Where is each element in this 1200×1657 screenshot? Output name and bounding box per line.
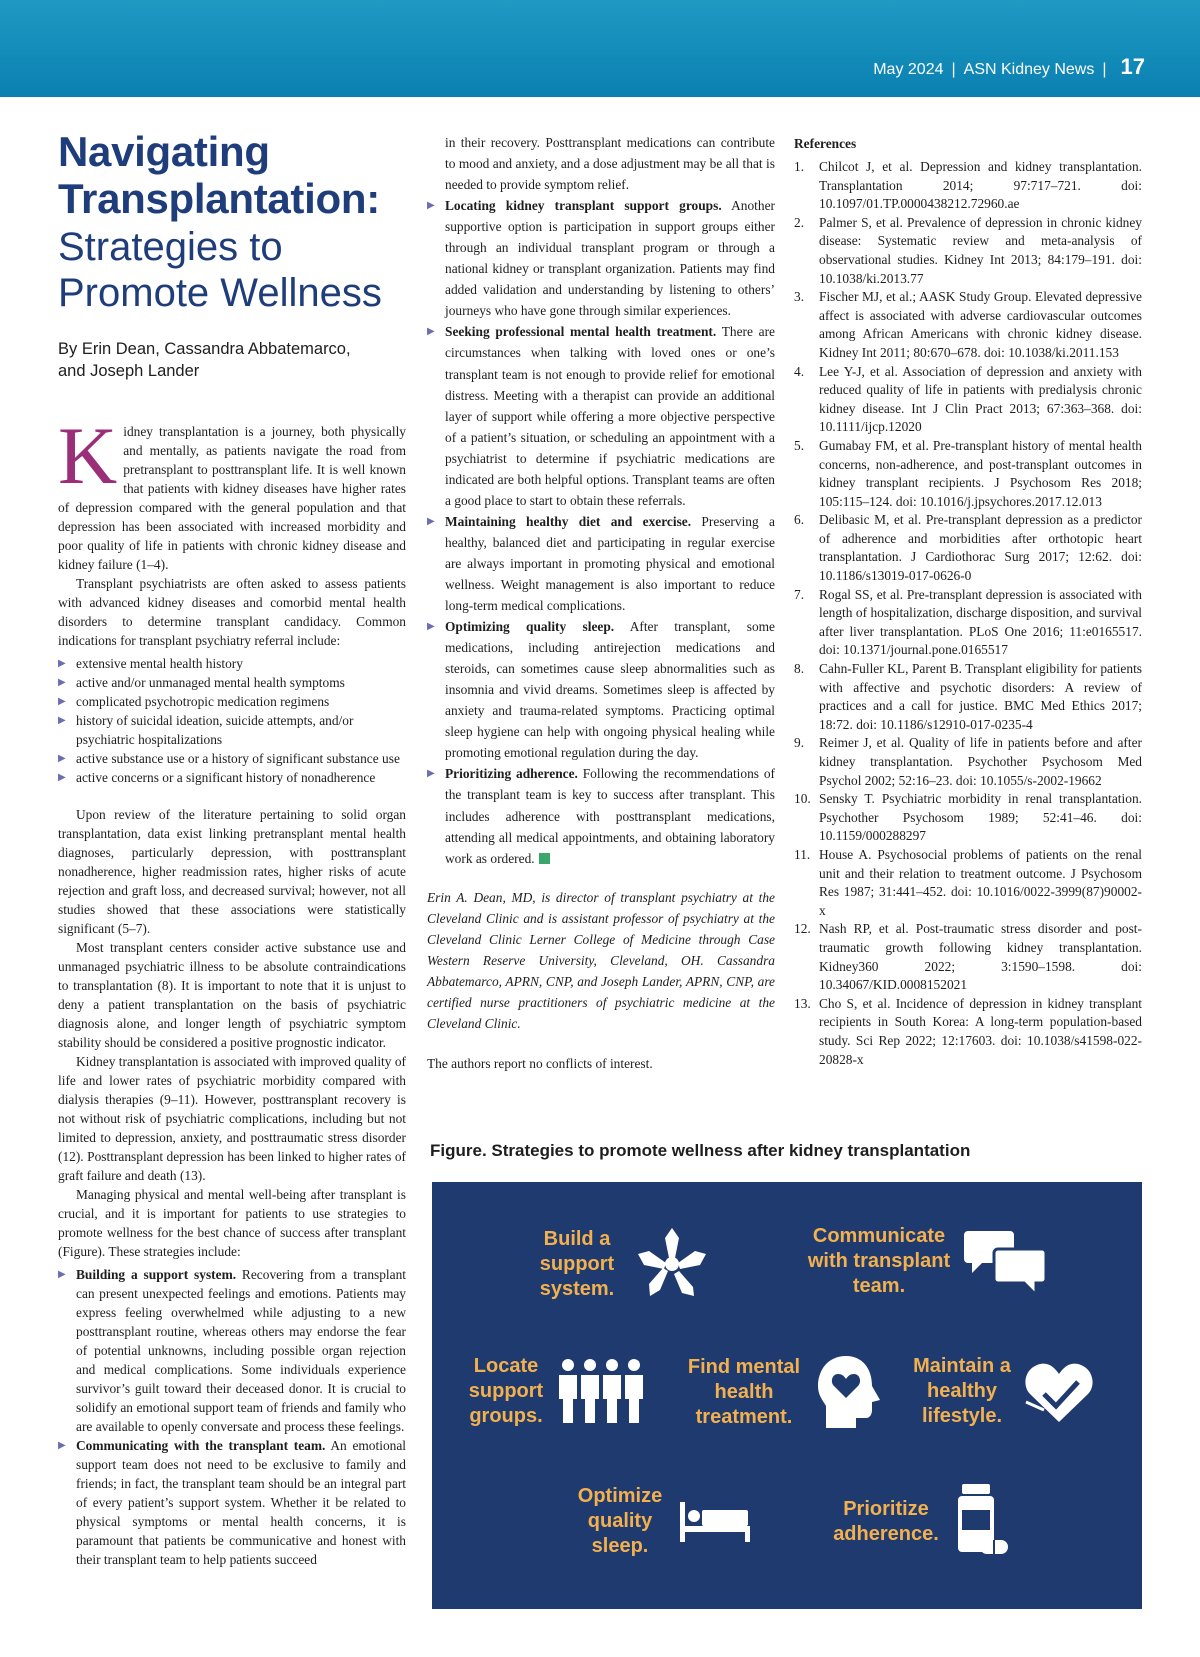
strategy-item: ▶ Optimizing quality sleep. After transplant, some medications, including antirejection medications and steroids, can sometimes cause sleep abnormalities such as insomnia and vivid dreams. Sometimes sleep is affected by anxiety and trauma-related symptoms. Practicing optimal sleep hygiene can help with ongoing physical healing while promoting emotional regulation during the day. (427, 616, 775, 763)
figure-item-communicate: Communicate with transplant team. (804, 1224, 1050, 1299)
references-heading: References (794, 136, 857, 151)
reference-item: 13. Cho S, et al. Incidence of depression in kidney transplant recipients in South Korea: A long-term population-based study. Sci Rep 2022; 12:17603. doi: 10.1038/s41598-022-20828-x (794, 995, 1142, 1067)
references-column (794, 136, 1142, 1069)
strategy-list (58, 1265, 406, 1569)
issue-date: May 2024 (873, 61, 944, 78)
byline: By Erin Dean, Cassandra Abbatemarco, and Joseph Lander (58, 340, 351, 380)
header-bar (0, 0, 1200, 97)
figure-item-adherence: Prioritize adherence. (828, 1484, 1010, 1560)
strategy-item: ▶ Seeking professional mental health treatment. There are circumstances when talking with loved ones or one’s transplant team is not enough to provide relief for emotional distress. Meeting with a therapist can provide an additional layer of support while offering a more objective perspective of a patient’s situation, or scheduling an appointment with a psychiatrist to determine if psychiatric medications are indicated are both helpful options. Transplant teams are often a good place to start to obtain these referrals. (427, 321, 775, 510)
reference-item: 12. Nash RP, et al. Post-traumatic stress disorder and post-traumatic growth following kidney transplantation. Kidney360 2022; 3:1590–1598. doi: 10.34067/KID.0008152021 (794, 921, 1142, 993)
wellness-figure (432, 1182, 1142, 1609)
strategy-item: ▶ Locating kidney transplant support groups. Another supportive option is participation in support groups either through an individual transplant program or through a national kidney or transplant organization. Patients may find added validation and understanding by listening to others’ journeys who have gone through similar experiences. (427, 195, 775, 321)
reference-item: 11. House A. Psychosocial problems of patients on the renal unit and their relation to treatment outcome. J Psychosom Res 1987; 31:441–452. doi: 10.1016/0022-3999(87)90002-x (794, 846, 1142, 918)
reference-item: 3. Fischer MJ, et al.; AASK Study Group. Elevated depressive affect is associated with adverse cardiovascular outcomes among African Americans with chronic kidney disease. Kidney Int 2011; 80:670–678. doi: 10.1038/ki.2011.153 (794, 289, 1142, 360)
strategy-item: ▶ Maintaining healthy diet and exercise. Preserving a healthy, balanced diet and participating in regular exercise are always important in promoting physical and emotional wellness. Weight management is also important to reduce long-term medical complications. (427, 511, 775, 616)
column-1 (58, 128, 406, 1575)
referral-list (58, 654, 406, 787)
paragraph: Upon review of the literature pertaining to solid organ transplantation, data exist linking pretransplant mental health diagnoses, particularly depression, with posttransplant nonadherence, higher readmission rates, higher risks of acute rejection and graft loss, and decreased survival; however, not all studies showed that these associations were statistically significant (5–7). (58, 807, 406, 936)
paragraph: Managing physical and mental well-being after transplant is crucial, and it is important for patients to use strategies to promote wellness for the best chance of success after transplant (Figure). These strategies include: (58, 1187, 406, 1259)
strategy-item: ▶ Prioritizing adherence. Following the recommendations of the transplant team is key to success after transplant. This includes adherence with posttransplant medications, attending all medical appointments, and obtaining laboratory work as ordered. (427, 763, 775, 868)
page-number: 17 (1120, 54, 1145, 79)
reference-item: 10. Sensky T. Psychiatric morbidity in renal transplantation. Psychother Psychosom 1989; 52:41–46. doi: 10.1159/000288297 (794, 791, 1142, 844)
list-item: ▶ active and/or unmanaged mental health symptoms (58, 673, 406, 692)
conflict-statement: The authors report no conflicts of interest. (427, 1055, 653, 1071)
figure-item-sleep: Optimize quality sleep. (570, 1484, 750, 1559)
continued-text: in their recovery. Posttransplant medications can contribute to mood and anxiety, and a dose adjustment may be all that is needed to provide symptom relief. (445, 135, 775, 193)
intro-paragraph: Kidney transplantation is a journey, both physically and mentally, as patients navigate the road from pretransplant to posttransplant life. It is well known that patients with kidney diseases have higher rates of depression compared with the general population and that depression has been associated with increased morbidity and poor quality of life in patients with chronic kidney disease and kidney failure (1–4). (58, 410, 406, 572)
reference-item: 1. Chilcot J, et al. Depression and kidney transplantation. Transplantation 2014; 97:717–721. doi: 10.1097/01.TP.0000438212.72960.ae (794, 159, 1142, 212)
strategy-list-continued (427, 195, 775, 869)
figure-item-healthy-lifestyle: Maintain a healthy lifestyle. (910, 1354, 1094, 1429)
strategy-item: ▶ Communicating with the transplant team. An emotional support team does not need to be exclusive to family and friends; in fact, the transplant team should be an integral part of every patient’s support system. Whether it be related to physical symptoms or mental health concerns, it is paramount that patients be communicative and honest with their transplant team to help patients succeed (58, 1436, 406, 1569)
drop-cap: K (58, 410, 118, 501)
figure-item-support-groups: Locate support groups. (466, 1354, 646, 1429)
reference-item: 6. Delibasic M, et al. Pre-transplant depression as a predictor of adherence and morbidities after orthotopic heart transplantation. J Cardiothorac Surg 2017; 12:62. doi: 10.1186/s13019-017-0626-0 (794, 512, 1142, 584)
heart-check-icon (1024, 1360, 1094, 1424)
pill-bottle-icon (954, 1484, 1010, 1560)
list-item: ▶ active substance use or a history of significant substance use (58, 749, 406, 768)
running-header: May 2024 | ASN Kidney News | 17 (873, 54, 1145, 79)
list-item: ▶ extensive mental health history (58, 654, 406, 673)
list-item: ▶ history of suicidal ideation, suicide attempts, and/or psychiatric hospitalizations (58, 711, 406, 749)
figure-item-support-system: Build a support system. (532, 1224, 712, 1304)
head-heart-icon (816, 1354, 882, 1430)
list-item: ▶ active concerns or a significant history of nonadherence (58, 768, 406, 787)
hands-circle-icon (632, 1224, 712, 1304)
end-mark-icon (539, 853, 550, 864)
paragraph: Kidney transplantation is associated with improved quality of life and lower rates of psychiatric morbidity compared with dialysis therapies (9–11). However, posttransplant recovery is not without risk of psychiatric complications, including but not limited to depression, anxiety, and posttraumatic stress disorder (12). Posttransplant depression has been linked to higher rates of graft failure and death (13). (58, 1054, 406, 1183)
figure-caption: Figure. Strategies to promote wellness after kidney transplantation (430, 1141, 971, 1160)
reference-item: 2. Palmer S, et al. Prevalence of depression in chronic kidney disease: Systematic review and meta-analysis of observational studies. Kidney Int 2013; 84:179–191. doi: 10.1038/ki.2013.77 (794, 214, 1142, 286)
figure-item-mental-health: Find mental health treatment. (682, 1354, 882, 1430)
reference-item: 8. Cahn-Fuller KL, Parent B. Transplant eligibility for patients with affective and psychotic disorders: A review of practices and a call for justice. BMC Med Ethics 2017; 18:72. doi: 10.1186/s12910-017-0235-4 (794, 661, 1142, 732)
author-bio: Erin A. Dean, MD, is director of transplant psychiatry at the Cleveland Clinic and is assistant professor of psychiatry at the Cleveland Clinic Lerner College of Medicine through Case Western Reserve University, Cleveland, OH. Cassandra Abbatemarco, APRN, CNP, and Joseph Lander, APRN, CNP, are certified nurse practitioners of psychiatric medicine at the Cleveland Clinic. (427, 889, 775, 1031)
article-title: Navigating Transplantation: (58, 128, 380, 222)
paragraph: Transplant psychiatrists are often asked to assess patients with advanced kidney diseases and comorbid mental health disorders to determine transplant candidacy. Common indications for transplant psychiatry referral include: (58, 576, 406, 648)
reference-item: 4. Lee Y-J, et al. Association of depression and anxiety with reduced quality of life in patients with predialysis chronic kidney disease. Int J Clin Pract 2013; 67:363–368. doi: 10.1111/ijcp.12020 (794, 363, 1142, 435)
column-2 (427, 132, 775, 1072)
paragraph: Most transplant centers consider active substance use and unmanaged psychiatric illness to be absolute contraindications to transplantation (8). It is important to note that it is unjust to deny a patient transplantation on the basis of psychiatric diagnosis alone, and longer length of psychiatric symptom stability should be considered a positive prognostic indicator. (58, 940, 406, 1050)
bed-icon (680, 1502, 750, 1542)
speech-bubbles-icon (964, 1227, 1050, 1297)
references-list (794, 158, 1142, 1069)
article-subtitle: Strategies to Promote Wellness (58, 225, 382, 315)
reference-item: 5. Gumabay FM, et al. Pre-transplant history of mental health concerns, non-adherence, and post-transplant outcomes in kidney transplant recipients. J Psychosom Res 2018; 105:115–124. doi: 10.1016/j.jpsychores.2017.12.013 (794, 437, 1142, 509)
list-item: ▶ complicated psychotropic medication regimens (58, 692, 406, 711)
reference-item: 7. Rogal SS, et al. Pre-transplant depression is associated with length of hospitalization, discharge disposition, and survival after liver transplantation. PLoS One 2016; 11:e0165517. doi: 10.1371/journal.pone.0165517 (794, 586, 1142, 658)
strategy-item: ▶ Building a support system. Recovering from a transplant can present unexpected feelings and emotions. Patients may express feeling overwhelmed while adjusting to a new posttransplant routine, whereas others may endorse the fear of potential unknowns, including possible organ rejection and medical complications. Some individuals experience survivor’s guilt toward their deceased donor. It is crucial to solidify an emotional support team of friends and family who are available to openly conversate and process these feelings. (58, 1265, 406, 1436)
people-group-icon (556, 1357, 646, 1427)
publication-name: ASN Kidney News (963, 61, 1095, 78)
reference-item: 9. Reimer J, et al. Quality of life in patients before and after kidney transplantation. Psychother Psychosom Med Psychol 2002; 52:16–23. doi: 10.1055/s-2002-19662 (794, 735, 1142, 788)
